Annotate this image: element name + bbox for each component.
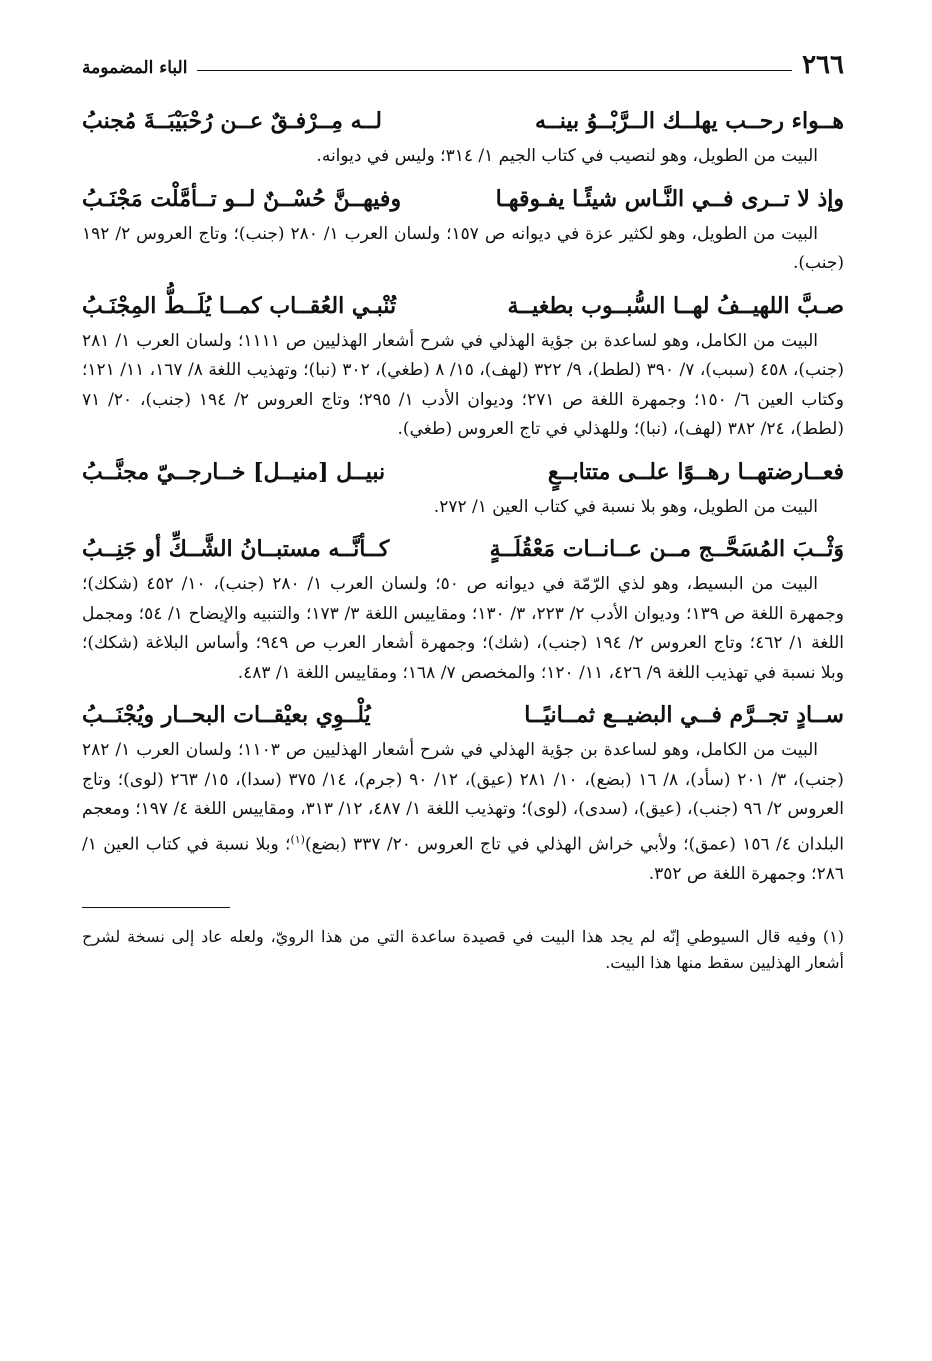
verse-second-hemistich: كــأنَّــه مستبــانُ الشَّــكِّ أو جَنِــبُ (82, 536, 390, 562)
verse-first-hemistich: وإذ لا تــرى فــي النَّـاس شيئًـا يفـوقهـا (495, 185, 844, 212)
verse-note: البيت من البسيط، وهو لذي الرّمّة في ديوانه ص ٥٠؛ ولسان العرب ١/ ٢٨٠ (جنب)، ١٠/ ٤٥٢ (شكك)؛ وجمهرة اللغة ص ١٣٩؛ وديوان الأدب ٢/ ٢٢٣، ٣/ ١٣٠؛ ومقاييس اللغة ٣/ ١٧٣؛ والتنبيه والإيضاح ١/ ٥٤؛ ومجمل اللغة ١/ ٤٦٢؛ وتاج العروس ٢/ ١٩٤ (جنب)، (شك)؛ وجمهرة أشعار العرب ص ٩٤٩؛ وأساس البلاغة (شكك)؛ وبلا نسبة في تهذيب اللغة ٩/ ٤٢٦، ١١/ ١٢٠؛ والمخصص ٧/ ١٦٨؛ ومقاييس اللغة ١/ ٤٨٣. (82, 574, 845, 683)
entry (82, 100, 844, 172)
verse-first-hemistich: هــواء رحــب يهلــك الــرَّبْــوُ بينــه (535, 108, 844, 134)
section-title: الباء المضمومة (82, 58, 188, 78)
verse-note: البيت من الطويل، وهو لكثير عزة في ديوانه ص ١٥٧؛ ولسان العرب ١/ ٢٨٠ (جنب)؛ وتاج العروس ٢/ ١٩٢ (جنب). (82, 223, 844, 273)
header-rule (197, 70, 792, 71)
verse-note: البيت من الطويل، وهو لنصيب في كتاب الجيم ١/ ٣١٤؛ وليس في ديوانه. (316, 146, 818, 166)
verse-second-hemistich: وفيهــنَّ حُسْــنٌ لــو تــأمَّلْت مَجْنَـبُ (82, 185, 402, 212)
verse-second-hemistich: لــه مِــرْفـقٌ عــن رُحْبَيْبَــةَ مُجنبُ (82, 108, 382, 134)
verse-first-hemistich: فعــارضتهــا رهــوًا علــى متتابــعٍ (547, 458, 844, 485)
verse-first-hemistich: وَثْــبَ المُسَحَّــج مــن عــانــات مَعْقُلَــةٍ (489, 536, 844, 562)
page-header (82, 48, 844, 78)
entry (82, 285, 844, 445)
entry (82, 178, 844, 279)
verse-second-hemistich: تُنْبـي العُقــاب كمــا يُلَــطُّ المِجْنَـبُ (82, 292, 397, 319)
page-number: ٢٦٦ (802, 50, 844, 80)
verse-note (82, 736, 844, 889)
entry (82, 451, 844, 523)
verse-line (82, 694, 844, 736)
verse-first-hemistich: ســادٍ تجــرَّم فــي البضيــع ثمــانيًــا (524, 702, 844, 728)
verse-note-text: البيت من الكامل، وهو لساعدة بن جؤية الهذلي في شرح أشعار الهذليين ص ١١٠٣؛ ولسان العرب ١/ ٢٨٢ (جنب)، ٣/ ٢٠١ (سأد)، ٨/ ١٦ (بضع)، ١٠/ ٢٨١ (عيق)، ١٢/ ٩٠ (جرم)، ١٤/ ٣٧٥ (سدا)، ١٥/ ٢٦٣ (لوى)؛ وتاج العروس ٢/ ٩٦ (جنب)، (عيق)، (سدى)، (لوى)؛ وتهذيب اللغة ١/ ٤٨٧، ١٢/ ٣١٣، ومقاييس اللغة ٤/ ١٩٧؛ ومعجم البلدان ٤/ ١٥٦ (عمق)؛ ولأبي خراش الهذلي في تاج العروس ٢٠/ ٣٣٧ (بضع) (82, 740, 845, 855)
verse-line (82, 178, 844, 220)
verse-note: البيت من الطويل، وهو بلا نسبة في كتاب العين ١/ ٢٧٢. (433, 496, 818, 517)
verse-line (82, 285, 844, 327)
footnote-marker[interactable]: (١) (290, 832, 305, 846)
verse-second-hemistich: نبيــل [منيــل] خــارجــيّ مجنَّــبُ (82, 458, 386, 485)
entry (82, 528, 844, 688)
verse-line (82, 528, 844, 570)
verse-line (82, 100, 844, 142)
verse-note: البيت من الكامل، وهو لساعدة بن جؤية الهذلي في شرح أشعار الهذليين ص ١١١١؛ ولسان العرب ١/ ٢٨١ (جنب)، ٤٥٨ (سبب)، ٧/ ٣٩٠ (لطط)، ٩/ ٣٢٢ (لهف)، ١٥/ ٨ (طغي)، ٣٠٢ (نبا)؛ وتهذيب اللغة ٨/ ١٦٧، ١١/ ١٢١؛ وكتاب العين ٦/ ١٥٠؛ وجمهرة اللغة ص ٢٧١؛ وديوان الأدب ١/ ٢٩٥؛ وتاج العروس ٢/ ١٩٤ (جنب)، ٢٠/ ٧١ (لطط)، ٢٤/ ٣٨٢ (لهف)، (نبا)؛ وللهذلي في تاج العروس (طغي). (82, 330, 844, 439)
footnote: (١) وفيه قال السيوطي إنّه لم يجد هذا البيت في قصيدة ساعدة التي من هذا الرويّ، ولعله عاد إلى نسخة لشرح أشعار الهذليين سقط منها هذا البيت. (82, 927, 844, 973)
footnote-separator (82, 907, 230, 908)
verse-note-text: ؛ وبلا نسبة في كتاب العين ١/ ٢٨٦؛ وجمهرة اللغة ص ٣٥٢. (82, 834, 844, 884)
entry (82, 694, 844, 889)
verse-second-hemistich: يُلْــوِي بعيْقــات البحــار ويُجْنَــبُ (82, 702, 371, 728)
verse-line (82, 451, 844, 493)
verse-first-hemistich: صـبَّ اللهيــفُ لهــا السُّبــوب بطغيــة (507, 292, 844, 319)
